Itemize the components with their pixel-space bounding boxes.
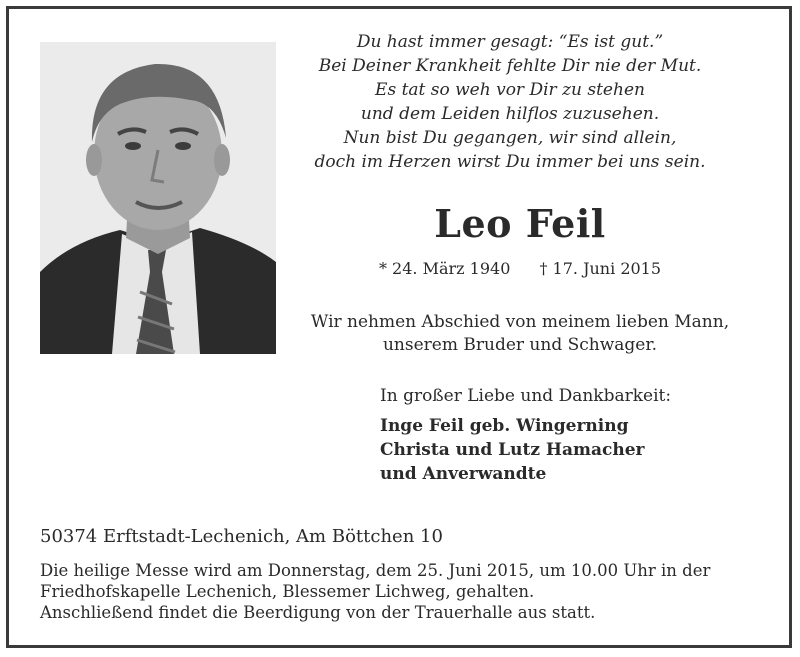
poem-line: doch im Herzen wirst Du immer bei uns sein. [314, 152, 706, 172]
poem-line: Es tat so weh vor Dir zu stehen [375, 80, 645, 100]
birth-date: * 24. März 1940 [378, 259, 511, 278]
mourner: Christa und Lutz Hamacher [380, 440, 645, 460]
life-dates [280, 258, 760, 280]
service-line: Friedhofskapelle Lechenich, Blessemer Lichweg, gehalten. [40, 582, 535, 601]
farewell-text [280, 311, 760, 357]
poem-line: Bei Deiner Krankheit fehlte Dir nie der Mut. [318, 56, 702, 76]
death-date: † 17. Juni 2015 [539, 259, 662, 278]
mourners-list [380, 414, 645, 486]
service-info [40, 560, 770, 623]
poem [280, 30, 740, 174]
farewell-line: Wir nehmen Abschied von meinem lieben Mann, [310, 312, 730, 332]
service-line: Anschließend findet die Beerdigung von der Trauerhalle aus statt. [40, 603, 596, 622]
address: 50374 Erftstadt-Lechenich, Am Böttchen 10 [40, 526, 443, 547]
thanks-line: In großer Liebe und Dankbarkeit: [380, 386, 672, 406]
mourner: Inge Feil geb. Wingerning [380, 416, 629, 436]
poem-line: Du hast immer gesagt: “Es ist gut.” [356, 32, 664, 52]
poem-line: und dem Leiden hilflos zuzusehen. [360, 104, 660, 124]
farewell-line: unserem Bruder und Schwager. [382, 335, 658, 355]
mourner: und Anverwandte [380, 464, 547, 484]
service-line: Die heilige Messe wird am Donnerstag, dem 25. Juni 2015, um 10.00 Uhr in der [40, 561, 711, 580]
portrait-photo [40, 42, 276, 354]
deceased-name: Leo Feil [434, 201, 606, 246]
poem-line: Nun bist Du gegangen, wir sind allein, [343, 128, 677, 148]
